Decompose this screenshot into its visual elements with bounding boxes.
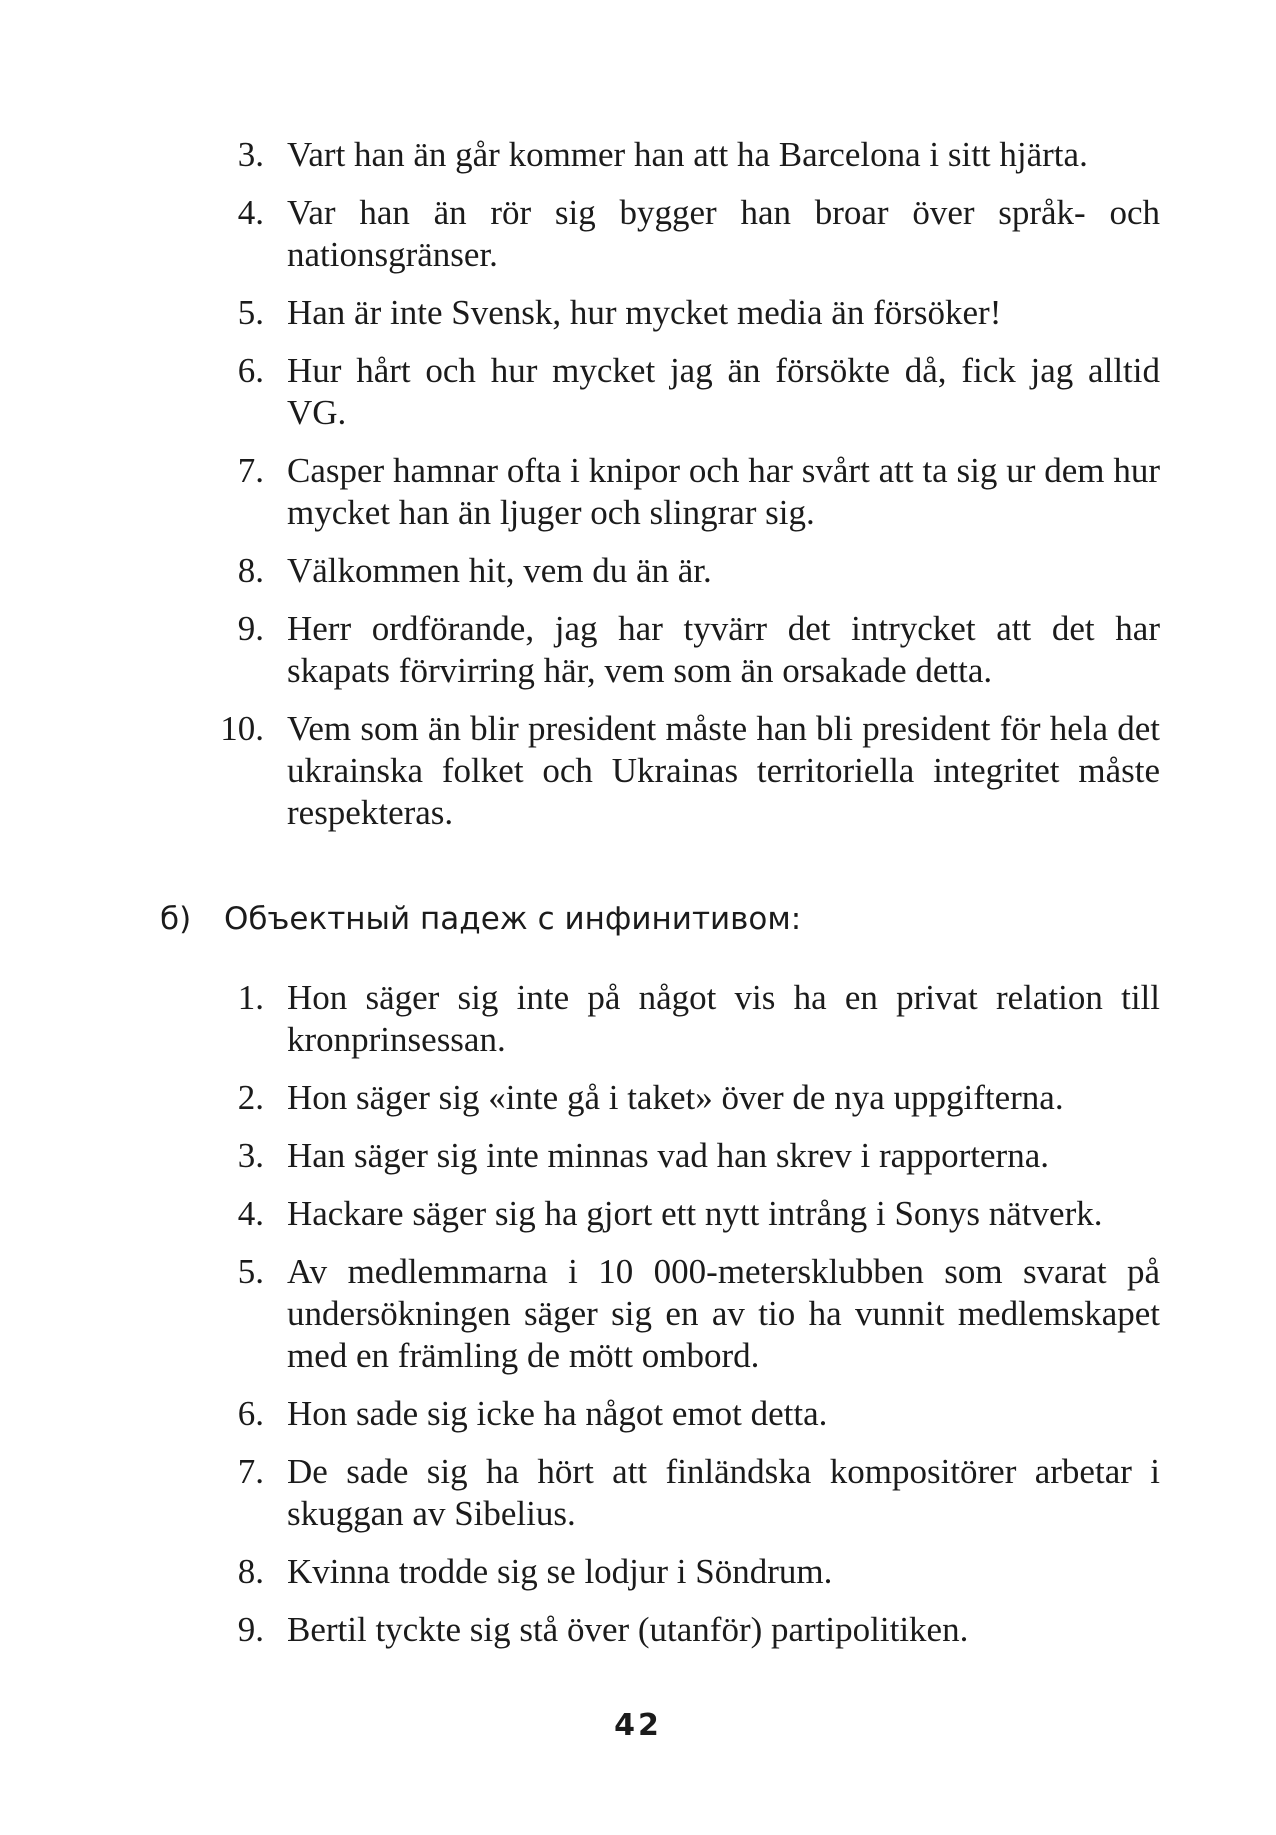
list-item bbox=[210, 1393, 1160, 1435]
list-item bbox=[210, 708, 1160, 834]
list-item bbox=[210, 977, 1160, 1061]
item-text: De sade sig ha hört att finländska kompositörer arbetar i skuggan av Sibelius. bbox=[287, 1452, 1160, 1533]
item-text: Han är inte Svensk, hur mycket media än försöker! bbox=[287, 293, 1002, 332]
list-item bbox=[210, 1451, 1160, 1535]
section-heading bbox=[160, 899, 801, 939]
item-number: 5. bbox=[237, 1252, 264, 1291]
item-number: 1. bbox=[237, 978, 264, 1017]
list-item bbox=[210, 550, 1160, 592]
item-text: Vem som än blir president måste han bli president för hela det ukrainska folket och Ukrainas territoriella integritet måste respekteras. bbox=[287, 709, 1160, 832]
list-item bbox=[210, 134, 1160, 176]
item-text: Casper hamnar ofta i knipor och har svårt att ta sig ur dem hur mycket han än ljuger och slingrar sig. bbox=[287, 451, 1160, 532]
item-text: Hackare säger sig ha gjort ett nytt intrång i Sonys nätverk. bbox=[287, 1194, 1103, 1233]
list-item bbox=[210, 1551, 1160, 1593]
item-text: Välkommen hit, vem du än är. bbox=[287, 551, 712, 590]
exercise-list-a bbox=[210, 134, 1160, 850]
item-text: Hon sade sig icke ha något emot detta. bbox=[287, 1394, 828, 1433]
item-text: Var han än rör sig bygger han broar över språk- och nationsgränser. bbox=[287, 193, 1160, 274]
item-text: Hon säger sig «inte gå i taket» över de nya uppgifterna. bbox=[287, 1078, 1064, 1117]
item-text: Hon säger sig inte på något vis ha en privat relation till kronprinsessan. bbox=[287, 978, 1160, 1059]
item-text: Herr ordförande, jag har tyvärr det intrycket att det har skapats förvirring här, vem som än orsakade detta. bbox=[287, 609, 1160, 690]
list-item bbox=[210, 608, 1160, 692]
list-item bbox=[210, 1251, 1160, 1377]
item-number: 7. bbox=[237, 451, 264, 490]
list-item bbox=[210, 1135, 1160, 1177]
item-number: 9. bbox=[237, 609, 264, 648]
item-number: 8. bbox=[237, 1552, 264, 1591]
item-number: 10. bbox=[220, 709, 264, 748]
item-number: 6. bbox=[237, 1394, 264, 1433]
item-text: Hur hårt och hur mycket jag än försökte då, fick jag alltid VG. bbox=[287, 351, 1160, 432]
list-item bbox=[210, 1193, 1160, 1235]
item-text: Av medlemmarna i 10 000-metersklubben som svarat på undersökningen säger sig en av tio ha vunnit medlemskapet med en främling de mött ombord. bbox=[287, 1252, 1160, 1375]
item-number: 2. bbox=[237, 1078, 264, 1117]
section-title: Объектный падеж с инфинитивом: bbox=[224, 901, 802, 937]
page-number: 42 bbox=[614, 1708, 662, 1743]
item-number: 7. bbox=[237, 1452, 264, 1491]
section-marker: б) bbox=[160, 901, 192, 937]
list-item bbox=[210, 292, 1160, 334]
item-text: Kvinna trodde sig se lodjur i Söndrum. bbox=[287, 1552, 833, 1591]
list-item bbox=[210, 350, 1160, 434]
list-item bbox=[210, 192, 1160, 276]
exercise-list-b bbox=[210, 977, 1160, 1667]
list-item bbox=[210, 1609, 1160, 1651]
item-number: 3. bbox=[237, 135, 264, 174]
item-number: 8. bbox=[237, 551, 264, 590]
item-number: 5. bbox=[237, 293, 264, 332]
item-text: Han säger sig inte minnas vad han skrev i rapporterna. bbox=[287, 1136, 1049, 1175]
list-item bbox=[210, 450, 1160, 534]
item-number: 4. bbox=[237, 1194, 264, 1233]
item-text: Vart han än går kommer han att ha Barcelona i sitt hjärta. bbox=[287, 135, 1088, 174]
list-item bbox=[210, 1077, 1160, 1119]
item-number: 9. bbox=[237, 1610, 264, 1649]
item-number: 3. bbox=[237, 1136, 264, 1175]
item-text: Bertil tyckte sig stå över (utanför) partipolitiken. bbox=[287, 1610, 969, 1649]
item-number: 4. bbox=[237, 193, 264, 232]
item-number: 6. bbox=[237, 351, 264, 390]
